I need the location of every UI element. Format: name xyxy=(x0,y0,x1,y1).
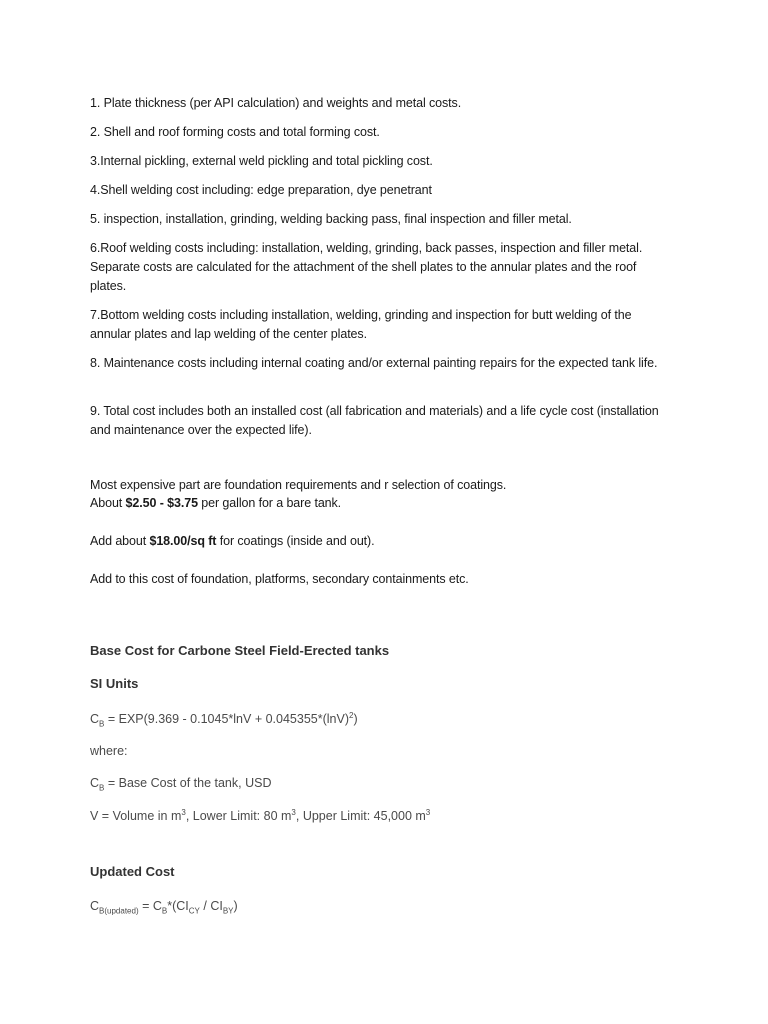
volume-sup-3: 3 xyxy=(425,807,431,817)
updated-cy-sub: CY xyxy=(188,906,200,916)
note-coatings xyxy=(90,532,670,551)
note-coat-suffix: for coatings (inside and out). xyxy=(216,534,375,548)
cb-definition-text: = Base Cost of the tank, USD xyxy=(104,776,272,790)
list-item-7: 7.Bottom welding costs including installation, welding, grinding and inspection for butt welding of the annular plates and lap welding of the center plates. xyxy=(90,308,632,341)
formula-rhs-b: ) xyxy=(353,712,358,726)
note-coat-prefix: Add about xyxy=(90,534,150,548)
list-item-1: 1. Plate thickness (per API calculation) and weights and metal costs. xyxy=(90,96,462,110)
list-item-2: 2. Shell and roof forming costs and total forming cost. xyxy=(90,125,380,139)
volume-sup-1: 3 xyxy=(181,807,186,817)
cb-symbol: C xyxy=(90,776,100,790)
cb-definition xyxy=(90,774,690,792)
list-item-3: 3.Internal pickling, external weld pickling and total pickling cost. xyxy=(90,154,433,168)
updated-close: ) xyxy=(233,899,238,913)
si-units-heading: SI Units xyxy=(90,676,139,691)
volume-definition xyxy=(90,807,690,825)
updated-sep: / CI xyxy=(199,899,223,913)
note-bare-suffix: per gallon for a bare tank. xyxy=(197,496,342,510)
volume-sup-2: 3 xyxy=(291,807,296,817)
note-coat-price: $18.00/sq ft xyxy=(149,534,217,548)
note-bare-prefix: About xyxy=(90,496,126,510)
note-expensive-part: Most expensive part are foundation requirements and r selection of coatings. xyxy=(90,478,507,492)
updated-cost-formula xyxy=(90,897,690,915)
updated-mid-sub: B xyxy=(161,906,168,916)
base-cost-formula xyxy=(90,710,690,728)
formula-lhs: C xyxy=(90,712,100,726)
list-item-5: 5. inspection, installation, grinding, welding backing pass, final inspection and filler metal. xyxy=(90,212,572,226)
volume-text-a: V = Volume in m xyxy=(90,809,182,823)
list-item-8: 8. Maintenance costs including internal coating and/or external painting repairs for the expected tank life. xyxy=(90,356,658,370)
volume-text-b: , Lower Limit: 80 m xyxy=(185,809,292,823)
base-cost-heading: Base Cost for Carbone Steel Field-Erected tanks xyxy=(90,643,390,658)
updated-mid: = C xyxy=(138,899,162,913)
list-item-9: 9. Total cost includes both an installed cost (all fabrication and materials) and a life cycle cost (installation and maintenance over the expected life). xyxy=(90,404,659,437)
updated-open: *(CI xyxy=(167,899,189,913)
updated-cost-heading: Updated Cost xyxy=(90,864,175,879)
formula-rhs-sup: 2 xyxy=(349,710,354,720)
updated-by-sub: BY xyxy=(222,906,234,916)
formula-lhs-sub: B xyxy=(99,719,105,729)
list-item-6: 6.Roof welding costs including: installation, welding, grinding, back passes, inspection and filler metal. Separate costs are calculated for the attachment of the shell plates to the annular plates and the roof plates. xyxy=(90,241,643,293)
volume-text-c: , Upper Limit: 45,000 m xyxy=(295,809,426,823)
cb-symbol-sub: B xyxy=(99,783,105,793)
note-bare-price: $2.50 - $3.75 xyxy=(125,496,198,510)
updated-lhs-sub: B(updated) xyxy=(99,906,139,916)
updated-lhs: C xyxy=(90,899,100,913)
list-item-4: 4.Shell welding cost including: edge preparation, dye penetrant xyxy=(90,183,432,197)
where-label: where: xyxy=(90,744,128,758)
note-additional-costs: Add to this cost of foundation, platforms, secondary containments etc. xyxy=(90,572,469,586)
formula-rhs-a: = EXP(9.369 - 0.1045*lnV + 0.045355*(lnV) xyxy=(104,712,349,726)
note-bare-tank xyxy=(90,494,670,513)
